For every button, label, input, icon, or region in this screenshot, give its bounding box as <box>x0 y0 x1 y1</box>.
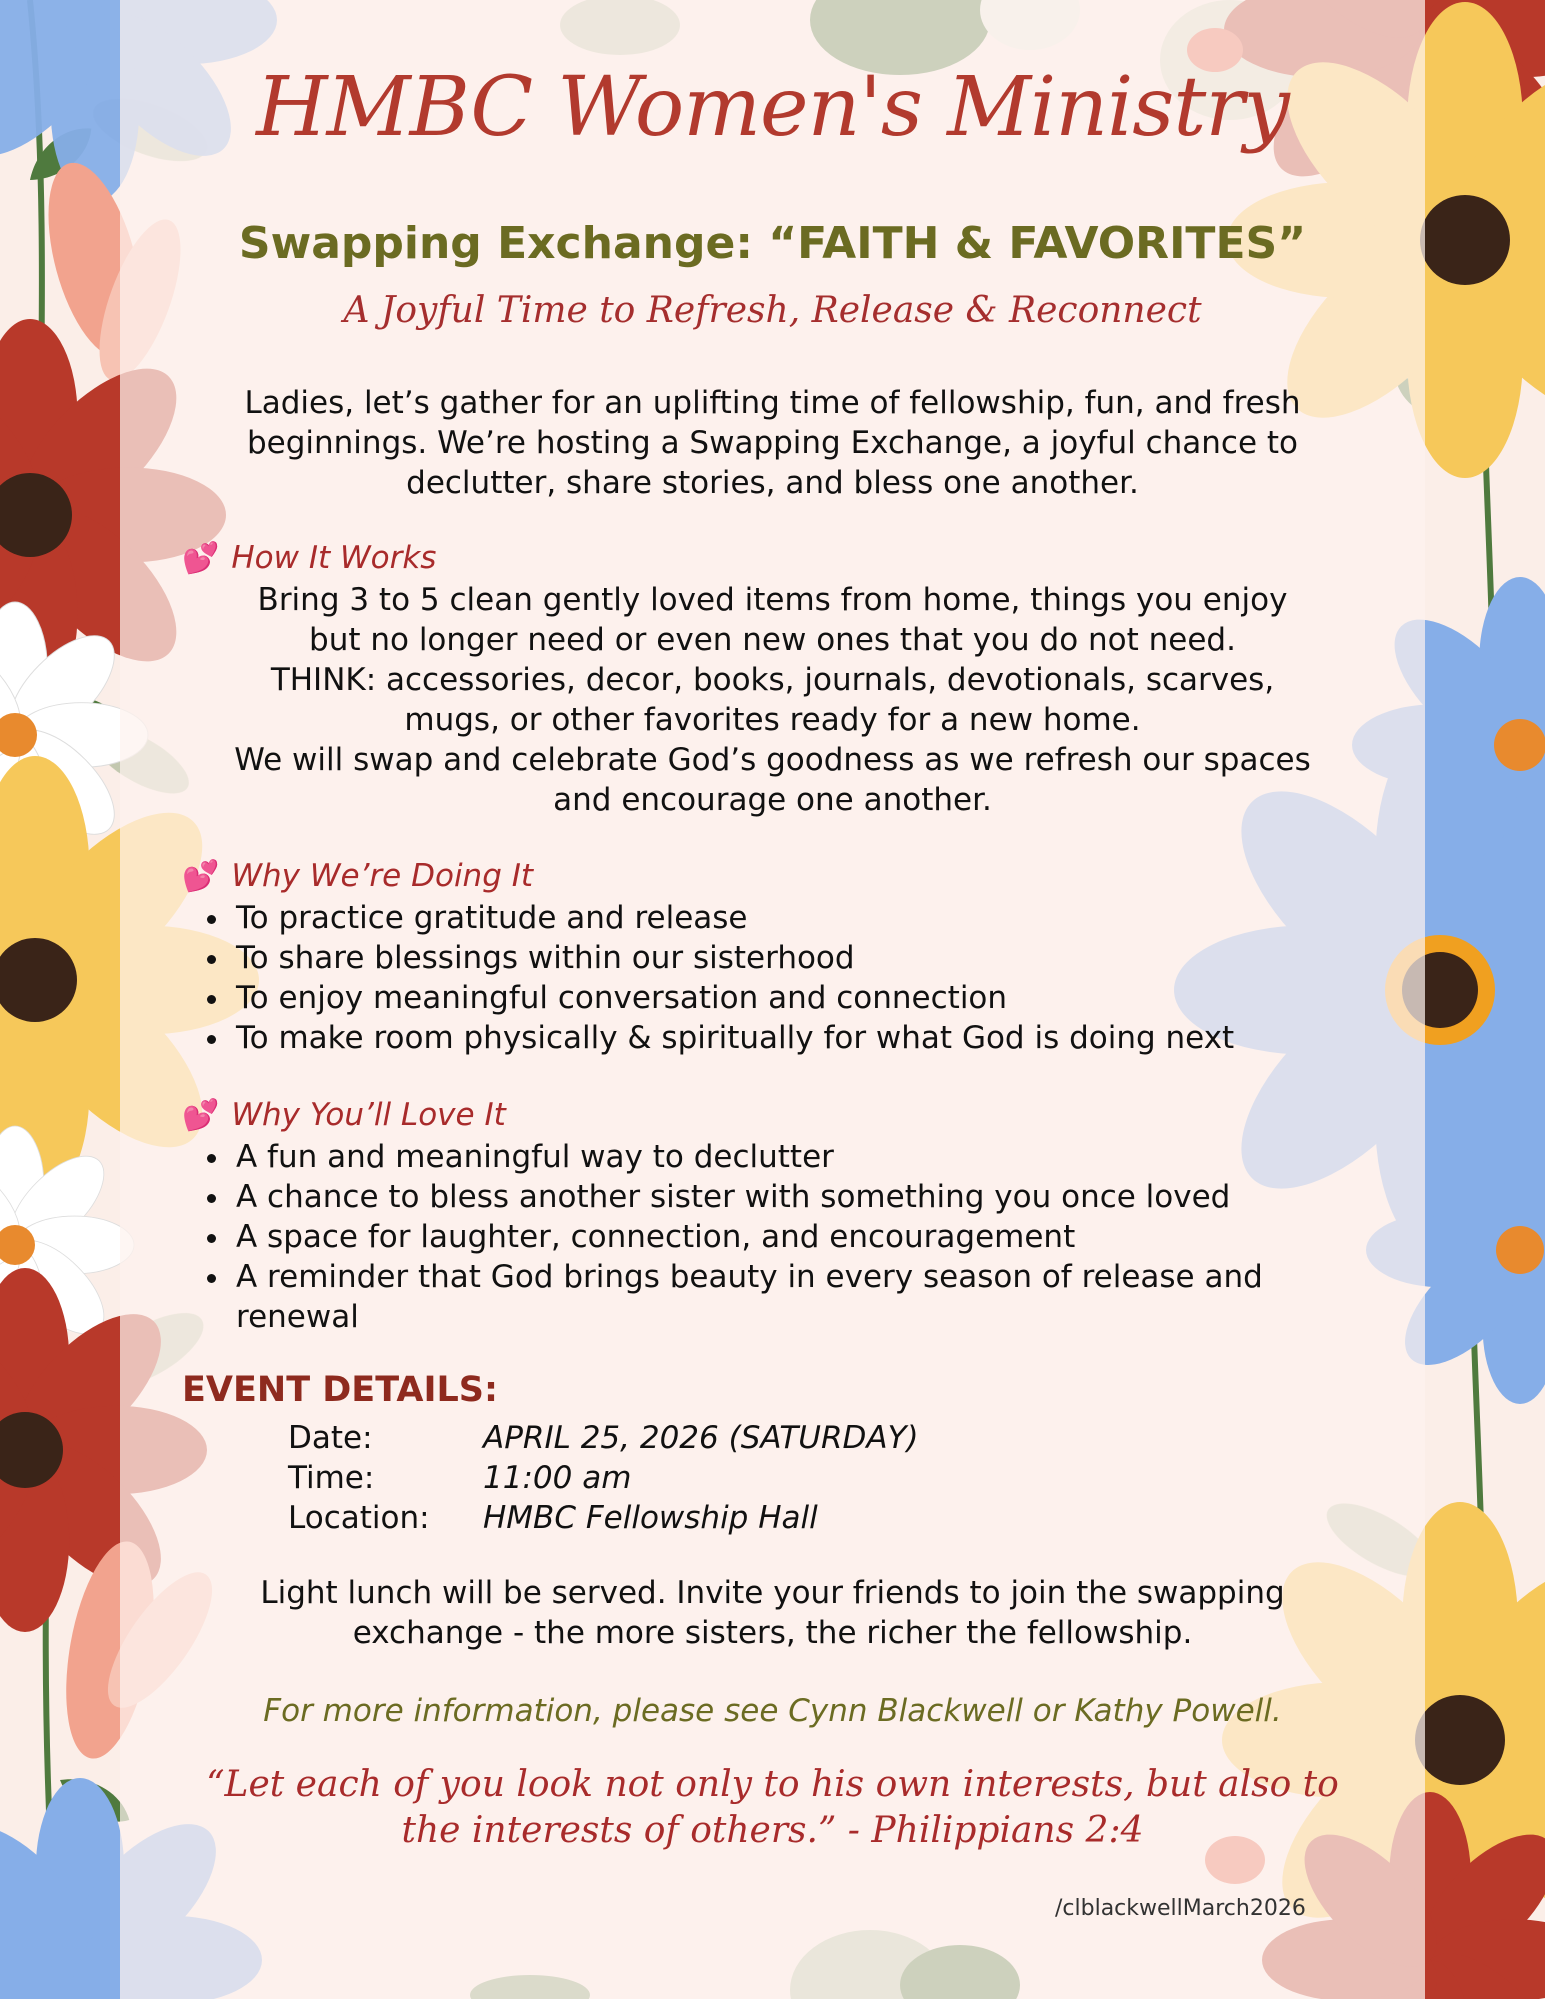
how-it-works-heading <box>182 540 436 576</box>
heading-label: Why You’ll Love It <box>231 1097 506 1133</box>
works-line: THINK: accessories, decor, books, journals, devotionals, scarves, <box>270 662 1275 698</box>
works-line: and encourage one another. <box>553 782 992 818</box>
hearts-icon: 💕 <box>182 540 220 576</box>
location-label: Location: <box>288 1500 430 1536</box>
event-details-heading: EVENT DETAILS: <box>182 1370 498 1410</box>
intro-line: beginnings. We’re hosting a Swapping Exchange, a joyful chance to <box>246 425 1299 461</box>
lunch-line: exchange - the more sisters, the richer the fellowship. <box>352 1615 1193 1651</box>
list-item: • To practice gratitude and release <box>232 898 1362 938</box>
hearts-icon: 💕 <box>182 858 220 894</box>
quote-line: the interests of others.” - Philippians 2:4 <box>401 1810 1144 1851</box>
intro-paragraph <box>170 383 1375 503</box>
scripture-quote <box>170 1762 1375 1854</box>
why-doing-list <box>192 898 1362 1058</box>
why-love-heading <box>182 1097 506 1133</box>
works-line: We will swap and celebrate God’s goodness as we refresh our spaces <box>234 742 1311 778</box>
lunch-paragraph <box>170 1573 1375 1653</box>
location-value: HMBC Fellowship Hall <box>483 1500 818 1536</box>
list-item: • A fun and meaningful way to declutter <box>232 1137 1362 1177</box>
list-item: • A space for laughter, connection, and encouragement <box>232 1217 1362 1257</box>
contact-info: For more information, please see Cynn Blackwell or Kathy Powell. <box>263 1693 1282 1729</box>
works-line: but no longer need or even new ones that you do not need. <box>309 622 1236 658</box>
time-value: 11:00 am <box>483 1460 632 1496</box>
quote-line: “Let each of you look not only to his own interests, but also to <box>206 1764 1339 1805</box>
event-details <box>288 1418 919 1538</box>
why-love-list <box>192 1137 1362 1337</box>
ministry-title: HMBC Women's Ministry <box>256 60 1289 155</box>
heading-label: How It Works <box>231 540 437 576</box>
heading-label: Why We’re Doing It <box>231 858 534 894</box>
hearts-icon: 💕 <box>182 1097 220 1133</box>
why-doing-heading <box>182 858 533 894</box>
how-it-works-text <box>170 580 1375 820</box>
event-tagline: A Joyful Time to Refresh, Release & Reconnect <box>343 290 1202 331</box>
works-line: Bring 3 to 5 clean gently loved items from home, things you enjoy <box>257 582 1288 618</box>
date-row <box>288 1418 919 1458</box>
list-item: • A reminder that God brings beauty in every season of release and renewal <box>232 1257 1362 1337</box>
location-row <box>288 1498 919 1538</box>
flyer-content <box>170 0 1375 1999</box>
intro-line: Ladies, let’s gather for an uplifting time of fellowship, fun, and fresh <box>244 385 1301 421</box>
list-item: • To enjoy meaningful conversation and connection <box>232 978 1362 1018</box>
date-value: APRIL 25, 2026 (SATURDAY) <box>483 1420 919 1456</box>
date-label: Date: <box>288 1420 373 1456</box>
time-label: Time: <box>288 1460 375 1496</box>
list-item: • To share blessings within our sisterhood <box>232 938 1362 978</box>
intro-line: declutter, share stories, and bless one another. <box>406 465 1139 501</box>
works-line: mugs, or other favorites ready for a new home. <box>404 702 1141 738</box>
time-row <box>288 1458 919 1498</box>
credit-text: /clblackwellMarch2026 <box>1055 1896 1306 1921</box>
lunch-line: Light lunch will be served. Invite your friends to join the swapping <box>260 1575 1285 1611</box>
list-item: • A chance to bless another sister with something you once loved <box>232 1177 1362 1217</box>
list-item: • To make room physically & spiritually for what God is doing next <box>232 1018 1362 1058</box>
event-subtitle: Swapping Exchange: “FAITH & FAVORITES” <box>238 218 1307 269</box>
